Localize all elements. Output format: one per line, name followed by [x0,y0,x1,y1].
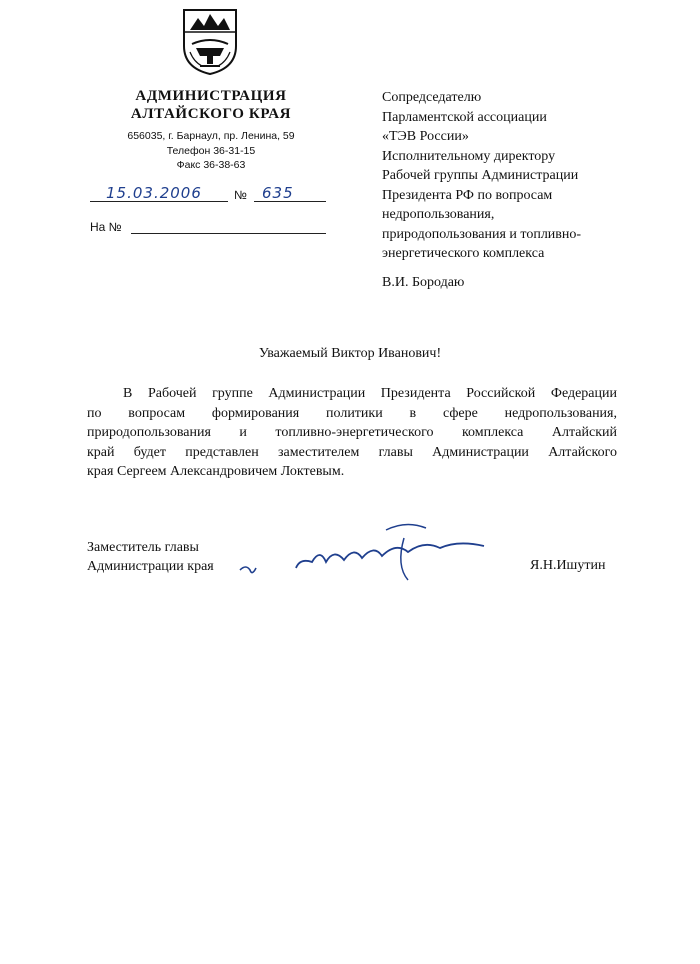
coat-of-arms-emblem [180,6,240,76]
letter-number: 635 [262,184,294,202]
recipient-line: Парламентской ассоциации [382,109,547,125]
recipient-line: Сопредседателю [382,90,482,105]
org-fax: Факс 36-38-63 [176,159,246,171]
reference-line [131,233,326,234]
recipient-line: «ТЭВ России» [382,129,469,144]
letter-body [87,384,617,482]
letter-date: 15.03.2006 [106,184,202,202]
handwritten-signature [236,518,496,588]
recipient-line: природопользования и топливно- [382,226,582,242]
org-name-line2: АЛТАЙСКОГО КРАЯ [130,106,292,122]
signer-name: Я.Н.Ишутин [530,558,606,573]
letter-number-label: № [234,188,247,202]
org-address: 656035, г. Барнаул, пр. Ленина, 59 [127,130,295,142]
body-line: природопользования и топливно-энергетического комплекса Алтайский [87,425,617,440]
body-line: край будет представлен заместителем главы Администрации Алтайского [87,444,617,460]
recipient-block [382,88,682,264]
recipient-line: недропользования, [382,207,495,222]
org-phone: Телефон 36-31-15 [166,145,256,157]
body-line: В Рабочей группе Администрации Президента Российской Федерации [123,386,617,401]
recipient-line: Исполнительному директору [382,148,556,164]
reference-label: На № [90,220,122,234]
recipient-line: энергетического комплекса [382,246,545,261]
signer-position-line: Администрации края [87,559,214,574]
signer-position [87,538,214,576]
salutation: Уважаемый Виктор Иванович! [258,346,442,361]
recipient-name: В.И. Бородаю [382,275,465,290]
body-line: края Сергеем Александровичем Локтевым. [87,464,345,479]
recipient-line: Президента РФ по вопросам [382,187,553,203]
org-name-line1: АДМИНИСТРАЦИЯ [135,88,287,104]
recipient-line: Рабочей группы Администрации [382,168,579,183]
body-line: по вопросам формирования политики в сфере недропользования, [87,405,617,421]
signer-position-line: Заместитель главы [87,540,199,555]
